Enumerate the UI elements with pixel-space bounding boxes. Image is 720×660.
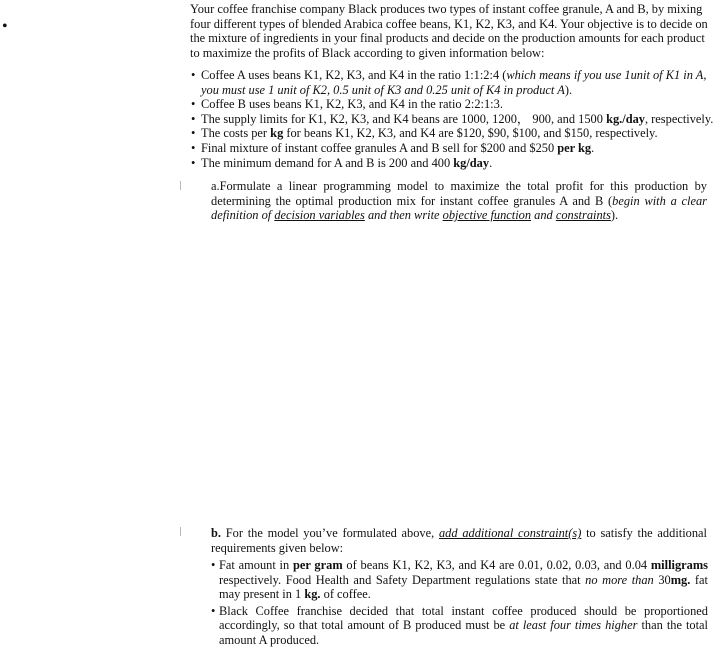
requirements-list [211,558,708,650]
sub-bold: milligrams [650,558,708,572]
list-item [190,68,715,97]
list-item [190,126,715,141]
list-item [190,156,715,171]
list-item [190,112,715,127]
bullet-text: , respectively. [644,111,714,126]
sub-bold: kg. [304,587,321,602]
part-a-text: a.Formulate a linear programming model to maximize the total profit for this production by determining the optimal production mix for instant coffee granules A and B ( [211,179,707,208]
bullet-text: Coffee A uses beans K1, K2, K3, and K4 in the ratio 1:1:2:4 ( [201,68,507,82]
part-b-text: For the model you’ve formulated above, [221,526,439,540]
sub-text: of coffee. [320,587,371,602]
part-a-underline: decision variables [274,208,365,223]
bullet-text: The costs per [201,126,271,141]
sub-italic: at least four times higher [509,618,638,633]
intro-paragraph: Your coffee franchise company Black produces two types of instant coffee granule, A and B, by mixing four different types of blended Arabica coffee beans, K1, K2, K3, and K4. Your objective is to decide on the mixture of ingredients in your final products and decide on the production amounts for each product to maximize the profits of Black according to given information below: [190,2,708,60]
part-a-italic: begin with a clear definition of [211,193,708,223]
bullet-text: Coffee B uses beans K1, K2, K3, and K4 in the ratio 2:2:1:3. [201,97,503,112]
sub-text: 30 [653,572,671,587]
bullet-bold: kg./day [606,111,645,126]
part-b-label: b. [211,526,221,540]
sub-text: than the total amount A produced. [219,618,708,647]
bullet-bold: kg [270,126,284,141]
outer-bullet: • [2,18,8,35]
sub-bold: per gram [292,558,343,572]
part-a-underline: constraints [555,208,611,223]
bullet-text: . [489,155,493,170]
margin-marker [180,181,181,190]
part-b-question [211,526,707,555]
sub-italic: no more than [585,572,654,587]
list-item [211,604,708,648]
part-b-underline: add additional constraint(s) [438,526,582,540]
bullet-text: Final mixture of instant coffee granules A and B sell for $200 and $250 [201,140,558,155]
part-b-text: to satisfy the additional requirements given below: [211,526,707,555]
sub-text: Fat amount in [219,558,293,572]
sub-text: fat may present in 1 [219,572,708,602]
list-item [190,141,715,156]
part-a-italic: and then write [364,208,443,223]
part-a-underline: objective function [442,208,532,223]
list-item [190,97,715,112]
list-item [211,558,708,602]
bullet-text: . [591,140,595,155]
bullet-bold: per kg [557,140,592,155]
part-a-question [211,179,707,223]
sub-text: respectively. Food Health and Safety Department regulations state that [219,572,586,587]
sub-bold: mg. [670,572,691,587]
margin-marker [180,527,181,536]
sub-text: Black Coffee franchise decided that total instant coffee produced should be proportioned accordingly, so that total amount of B produced must be [219,603,708,633]
part-a-text: ). [610,208,619,223]
sub-text: of beans K1, K2, K3, and K4 are 0.01, 0.02, 0.03, and 0.04 [342,558,651,572]
bullet-text: The supply limits for K1, K2, K3, and K4 beans are 1000, 1200， 900, and 1500 [201,111,607,126]
bullet-text: The minimum demand for A and B is 200 and 400 [201,155,454,170]
bullet-italic: which means if you use 1unit of K1 in A, you must use 1 unit of K2, 0.5 unit of K3 and 0.25 unit of K4 in product A [201,68,707,97]
bullet-bold: kg/day [453,155,490,170]
part-a-italic: and [531,208,556,223]
info-list [190,68,715,170]
bullet-text: ). [564,82,573,97]
bullet-text: for beans K1, K2, K3, and K4 are $120, $90, $100, and $150, respectively. [283,126,658,141]
